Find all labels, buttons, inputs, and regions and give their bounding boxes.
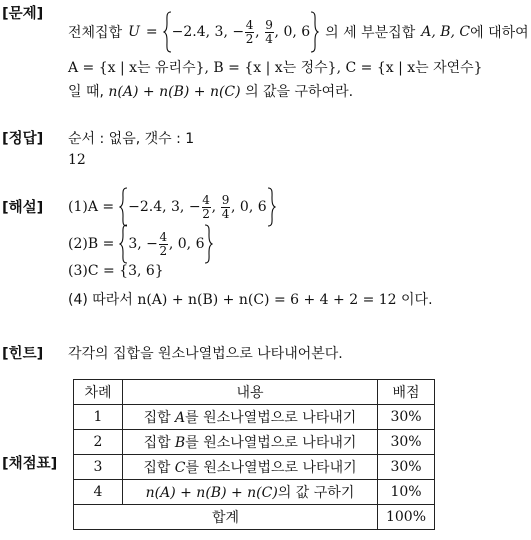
problem-line1-mid: 의 세 부분집합 [325,25,416,41]
rubric-content [123,455,378,480]
solution-step4-expr: n(A) + n(B) + n(C) = 6 + 4 + 2 = 12 [137,292,397,308]
comma: , [211,199,217,215]
fraction-denominator: 2 [202,206,210,221]
fraction-4-2 [245,19,254,46]
rubric-score: 30% [378,405,435,430]
fraction-4-2 [159,231,168,258]
solution-step-4 [68,289,433,309]
rubric-label: [채점표] [2,456,58,472]
rubric-content-var: A [175,410,186,426]
problem-line-1 [68,10,529,54]
fraction-numerator: 4 [159,229,168,244]
hint-text: 각각의 집합을 원소나열법으로 나타내어본다. [68,346,343,362]
rubric-header-score: 배점 [378,380,435,405]
solution-step2-elements: 3, − [128,236,158,252]
rubric-table [73,379,435,530]
rubric-content [123,430,378,455]
rubric-content [123,480,378,505]
rubric-content-pre: 집합 [143,460,171,476]
solution-step1-elements: −2.4, 3, − [128,199,201,215]
solution-step-3: (3)C = {3, 6} [68,263,164,279]
problem-line3-suffix: 의 값을 구하여라. [245,84,354,100]
rubric-score: 10% [378,480,435,505]
right-brace-icon [204,224,213,264]
equals-sign: = [145,24,158,40]
rubric-total-score: 100% [378,505,435,530]
answer-value: 12 [68,152,86,168]
fraction-numerator: 9 [265,17,273,32]
set-u-elements: −2.4, 3, − [171,24,245,40]
fraction-numerator: 9 [221,192,230,207]
rubric-content-var: B [174,435,186,451]
rubric-order: 2 [74,430,123,455]
rubric-score: 30% [378,455,435,480]
rubric-header-order: 차례 [74,380,123,405]
left-brace-icon [119,224,128,264]
rubric-header-content: 내용 [123,380,378,405]
comma: , [255,24,260,40]
rubric-content-post: 를 원소나열법으로 나타내기 [185,435,357,451]
fraction-9-4 [265,19,274,46]
subset-names: A, B, C [421,24,471,40]
solution-step1-tail: , 0, 6 [231,199,267,215]
table-row [74,455,435,480]
rubric-content-post: 를 원소나열법으로 나타내기 [185,460,357,476]
solution-step1-prefix: (1)A = [68,199,115,215]
fraction-numerator: 4 [202,192,210,207]
rubric-header-row [74,380,435,405]
problem-line1-prefix: 전체집합 [68,25,123,41]
fraction-denominator: 2 [159,243,168,258]
solution-step-2 [68,223,213,265]
problem-line-3 [68,81,353,101]
set-u-tail: , 0, 6 [274,24,311,40]
problem-line-2: A = {x | x는 유리수}, B = {x | x는 정수}, C = {x | x는 자연수} [68,60,483,76]
rubric-score: 30% [378,430,435,455]
fraction-denominator: 2 [245,31,254,46]
rubric-content-pre: 집합 [143,435,171,451]
answer-label: [정답] [2,131,44,147]
fraction-denominator: 4 [221,206,230,221]
fraction-4-2 [202,194,211,221]
problem-line3-prefix: 일 때, [68,84,104,100]
rubric-order: 4 [74,480,123,505]
fraction-numerator: 4 [245,17,254,32]
rubric-order: 3 [74,455,123,480]
rubric-order: 1 [74,405,123,430]
solution-label: [해설] [2,200,44,216]
rubric-content [123,405,378,430]
right-brace-icon [267,187,276,227]
rubric-content-var: n(A) + n(B) + n(C) [145,485,278,501]
problem-line1-suffix: 에 대하여 [470,25,529,41]
rubric-content-post: 의 값 구하기 [277,485,355,501]
universal-set-var: U [128,24,140,40]
table-row [74,480,435,505]
problem-label: [문제] [2,6,44,22]
rubric-total-label: 합계 [74,505,378,530]
rubric-content-pre: 집합 [143,410,171,426]
left-brace-icon [163,11,172,53]
solution-step2-prefix: (2)B = [68,236,115,252]
fraction-9-4 [221,194,230,221]
solution-step4-prefix: (4) 따라서 [68,292,133,308]
solution-step4-suffix: 이다. [401,292,433,308]
rubric-content-var: C [174,460,186,476]
left-brace-icon [119,187,128,227]
answer-line-1: 순서 : 없음, 갯수 : 1 [68,131,195,147]
problem-line3-expr: n(A) + n(B) + n(C) [108,84,241,100]
table-row [74,405,435,430]
table-row [74,430,435,455]
hint-label: [힌트] [2,346,44,362]
right-brace-icon [310,11,319,53]
fraction-denominator: 4 [265,31,273,46]
rubric-total-row [74,505,435,530]
solution-step2-tail: , 0, 6 [168,236,205,252]
rubric-content-post: 를 원소나열법으로 나타내기 [185,410,357,426]
solution-step-1 [68,186,276,228]
